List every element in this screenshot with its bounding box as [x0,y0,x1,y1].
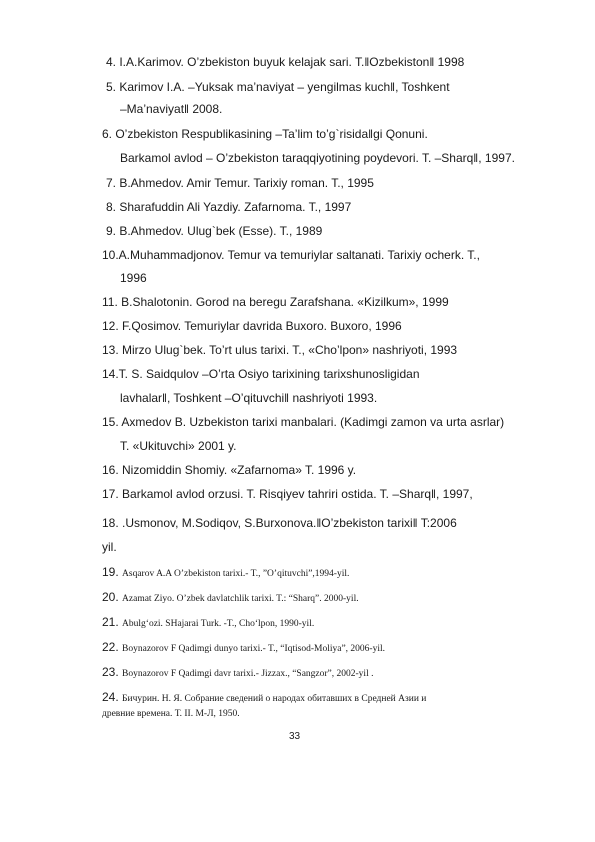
reference-14-line-2: lavhalarǁ, Toshkent ‒O’qituvchiǁ nashriyoti 1993. [120,391,378,405]
reference-15-line-1: 15. Axmedov B. Uzbekiston tarixi manbalari. (Kadimgi zamon va urta asrlar) [102,415,505,429]
reference-16: 16. Nizomiddin Shomiy. «Zafarnoma» T. 1996 y. [102,463,357,477]
reference-number: 23. [102,665,119,679]
reference-24-line-1 [102,690,426,705]
reference-21 [102,615,314,630]
reference-23 [102,665,373,680]
reference-18-line-2: yil. [102,540,117,554]
reference-13: 13. Mirzo Ulug`bek. To’rt ulus tarixi. T., «Cho’lpon» nashriyoti, 1993 [102,343,458,357]
reference-text: Azamat Ziyo. O’zbek davlatchlik tarixi. T.: “Sharq”. 2000-yil. [122,594,359,604]
reference-10-line-1: 10.A.Muhammadjonov. Temur va temuriylar saltanati. Tarixiy ocherk. T., [102,248,480,262]
reference-7: 7. B.Ahmedov. Amir Temur. Tarixiy roman. T., 1995 [106,176,374,190]
reference-text: Boynazorov F Qadimgi davr tarixi.- Jizzax., “Sangzor”, 2002-yil . [122,669,374,679]
reference-text: Asqarov A.A O’zbekiston tarixi.- T., ”O’qituvchi”,1994-yil. [122,569,350,579]
reference-20 [102,590,359,605]
reference-18-line-1: 18. .Usmonov, M.Sodiqov, S.Burxonova.ǁO’zbekiston tarixiǁ T:2006 [102,516,457,530]
reference-number: 20. [102,590,119,604]
reference-9: 9. B.Ahmedov. Ulug`bek (Esse). T., 1989 [106,224,323,238]
reference-8: 8. Sharafuddin Ali Yazdiy. Zafarnoma. T., 1997 [106,200,352,214]
reference-11: 11. B.Shalotonin. Gorod na beregu Zarafshana. «Kizilkum», 1999 [102,295,449,309]
reference-6-line-1: 6. O’zbekiston Respublikasining ‒Ta’lim to’g`risidaǁgi Qonuni. [102,127,428,141]
reference-14-line-1: 14.T. S. Saidqulov ‒O’rta Osiyo tarixining tarixshunosligidan [102,367,420,381]
reference-10-line-2: 1996 [120,271,147,285]
reference-19 [102,565,349,580]
reference-24-line-2: древние времена. Т. II. М-Л, 1950. [102,709,240,719]
reference-6-line-2: Barkamol avlod – O’zbekiston taraqqiyotining poydevori. T. ‒Sharqǁ, 1997. [120,151,515,165]
reference-15-line-2: T. «Ukituvchi» 2001 y. [120,439,237,453]
reference-5-line-2: ‒Ma’naviyatǁ 2008. [120,102,223,116]
reference-12: 12. F.Qosimov. Temuriylar davrida Buxoro. Buxoro, 1996 [102,319,402,333]
reference-5-line-1: 5. Karimov I.A. ‒Yuksak ma’naviyat – yengilmas kuchǁ, Toshkent [106,80,450,94]
reference-text: Abulg‘ozi. SHajarai Turk. -T., Cho‘lpon, 1990-yil. [122,619,315,629]
reference-text: Бичурин. Н. Я. Собрание сведений о народах обитавших в Средней Азии и [122,694,427,704]
reference-number: 22. [102,640,119,654]
page-number: 33 [289,731,301,742]
reference-17: 17. Barkamol avlod orzusi. T. Risqiyev tahriri ostida. T. ‒Sharqǁ, 1997, [102,487,473,501]
reference-text: Boynazorov F Qadimgi dunyo tarixi.- T., “Iqtisod-Moliya”, 2006-yil. [122,644,386,654]
reference-number: 21. [102,615,119,629]
reference-number: 19. [102,565,119,579]
reference-4: 4. I.A.Karimov. O’zbekiston buyuk kelajak sari. T.ǁOzbekistonǁ 1998 [106,55,465,69]
reference-number: 24. [102,690,119,704]
reference-22 [102,640,385,655]
